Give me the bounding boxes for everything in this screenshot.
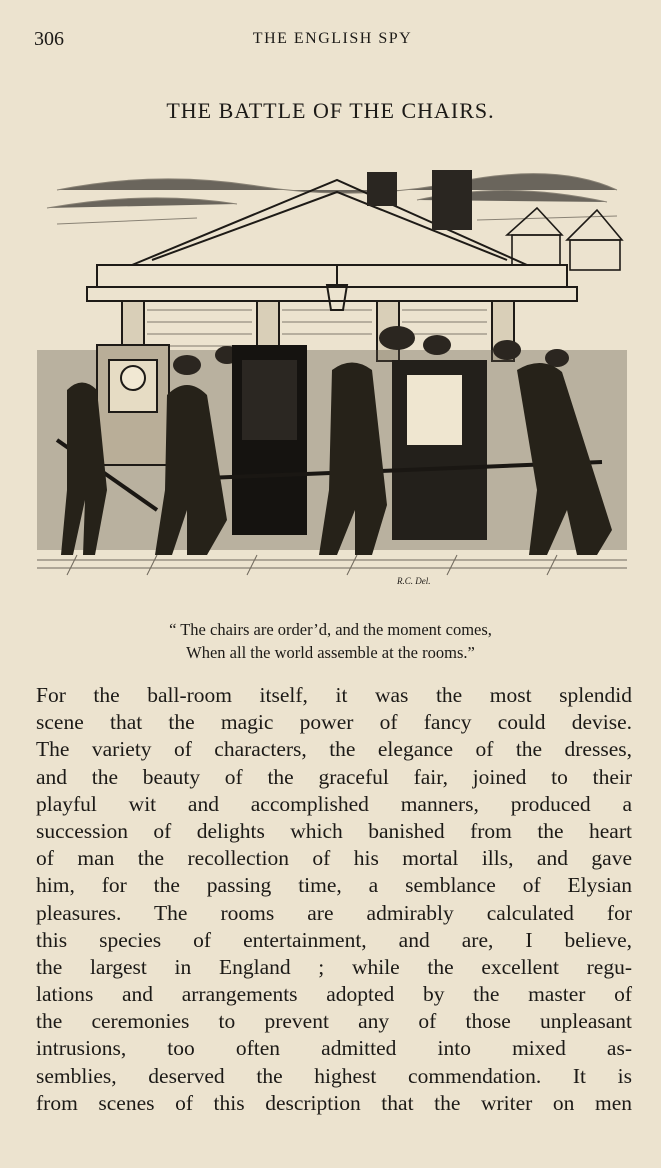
text-line: this species of entertainment, and are, I believe, [36, 927, 632, 952]
text-line: pleasures. The rooms are admirably calculated for [36, 900, 632, 925]
body-paragraph [36, 682, 632, 1117]
chapter-title: THE BATTLE OF THE CHAIRS. [166, 98, 495, 123]
running-title: THE ENGLISH SPY [252, 30, 413, 47]
text-line: For the ball-room itself, it was the most splendid [36, 683, 632, 707]
caption-line: “ The chairs are order’d, and the moment comes, [169, 620, 492, 639]
text-line: from scenes of this description that the writer on men [36, 1090, 632, 1115]
text-line: the ceremonies to prevent any of those unpleasant [36, 1009, 632, 1034]
text-line: of man the recollection of his mortal ills, and gave [36, 846, 632, 871]
text-line: semblies, deserved the highest commendation. It is [36, 1063, 632, 1088]
engraving-drawing [37, 160, 627, 588]
engraver-signature: R.C. Del. [397, 576, 431, 586]
page-number: 306 [34, 28, 64, 50]
text-line: succession of delights which banished from the heart [36, 818, 632, 843]
text-line: The variety of characters, the elegance of the dresses, [36, 737, 632, 762]
text-line: lations and arrangements adopted by the master of [36, 982, 632, 1007]
text-line: intrusions, too often admitted into mixed as- [36, 1036, 632, 1061]
text-line: playful wit and accomplished manners, produced a [36, 791, 632, 816]
text-line: scene that the magic power of fancy could devise. [36, 710, 632, 735]
running-head [34, 28, 631, 52]
caption-line: When all the world assemble at the rooms.” [186, 643, 475, 662]
text-line: the largest in England ; while the excellent regu- [36, 954, 632, 979]
engraving-illustration [37, 160, 627, 588]
illustration-caption [0, 618, 661, 664]
text-line: him, for the passing time, a semblance of Elysian [36, 873, 632, 898]
text-line: and the beauty of the graceful fair, joined to their [36, 764, 632, 789]
